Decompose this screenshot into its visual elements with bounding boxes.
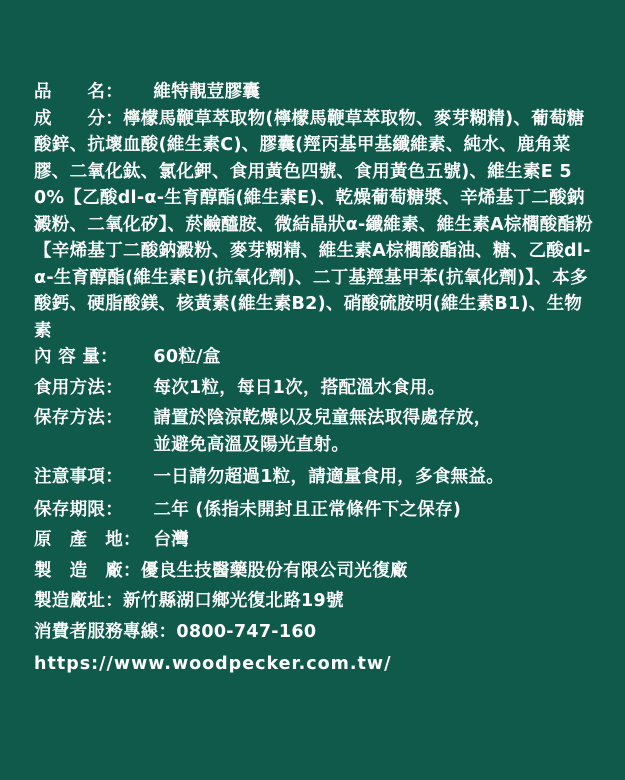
address-row bbox=[34, 588, 595, 615]
notes-row bbox=[34, 464, 595, 491]
hotline-row bbox=[34, 619, 595, 646]
ingredients-row bbox=[34, 106, 595, 345]
origin-label: 原 產 地： bbox=[34, 530, 141, 550]
storage-label: 保存方法： bbox=[34, 408, 123, 428]
ingredients-label: 成 分： bbox=[34, 108, 123, 129]
shelf-life-value: 二年 (係指未開封且正常條件下之保存) bbox=[147, 499, 462, 520]
hotline-label: 消費者服務專線： bbox=[34, 621, 177, 642]
address-label: 製造廠址： bbox=[34, 591, 123, 611]
manufacturer-row bbox=[34, 558, 595, 585]
notes-value: 一日請勿超過1粒，請適量食用，多食無益。 bbox=[147, 467, 505, 487]
product-name-label: 品 名： bbox=[34, 82, 123, 102]
shelf-life-label: 保存期限： bbox=[34, 499, 123, 520]
ingredients-text bbox=[34, 106, 595, 345]
origin-row bbox=[34, 527, 595, 554]
website-link[interactable]: https://www.woodpecker.com.tw/ bbox=[34, 654, 392, 674]
storage-value-line1: 請置於陰涼乾燥以及兒童無法取得處存放， bbox=[147, 408, 492, 428]
storage-row bbox=[34, 405, 595, 458]
manufacturer-label: 製 造 廠： bbox=[34, 560, 141, 581]
storage-value bbox=[147, 405, 595, 458]
address-value: 新竹縣湖口鄉光復北路19號 bbox=[123, 591, 344, 611]
storage-value-line2: 並避免高溫及陽光直射。 bbox=[147, 434, 350, 455]
content-label: 內 容 量： bbox=[34, 347, 118, 367]
product-name-value: 維特靚荳膠囊 bbox=[147, 82, 261, 102]
notes-label: 注意事項： bbox=[34, 467, 123, 487]
shelf-life-row bbox=[34, 497, 595, 524]
manufacturer-value: 優良生技醫藥股份有限公司光復廠 bbox=[140, 560, 408, 581]
usage-row bbox=[34, 375, 595, 402]
usage-value: 每次1粒，每日1次，搭配溫水食用。 bbox=[147, 377, 446, 398]
hotline-value: 0800-747-160 bbox=[176, 621, 317, 642]
product-name-row bbox=[34, 79, 595, 106]
usage-label: 食用方法： bbox=[34, 377, 123, 398]
ingredients-value: 檸檬馬鞭草萃取物(檸檬馬鞭草萃取物、麥芽糊精)、葡萄糖酸鋅、抗壞血酸(維生素C)、膠囊(羥丙基甲基纖維素、純水、鹿角菜膠、二氧化鈦、氯化鉀、食用黃色四號、食用黃色五號)、維生素E 50%【乙酸dl-α-生育醇酯(維生素E)、乾燥葡萄糖漿、辛烯基丁二酸鈉澱粉、二氧化矽】、菸鹼醯胺、微結晶狀α-纖維素、維生素A棕櫚酸酯粉【辛烯基丁二酸鈉澱粉、麥芽糊精、維生素A棕櫚酸酯油、糖、乙酸dl-α-生育醇酯(維生素E)(抗氧化劑)、二丁基羥基甲苯(抗氧化劑)】、本多酸鈣、硬脂酸鎂、核黃素(維生素B2)、硝酸硫胺明(維生素B1)、生物素 bbox=[34, 108, 593, 341]
origin-value: 台灣 bbox=[147, 530, 190, 550]
content-row bbox=[34, 344, 595, 371]
content-value: 60粒/盒 bbox=[147, 347, 221, 367]
